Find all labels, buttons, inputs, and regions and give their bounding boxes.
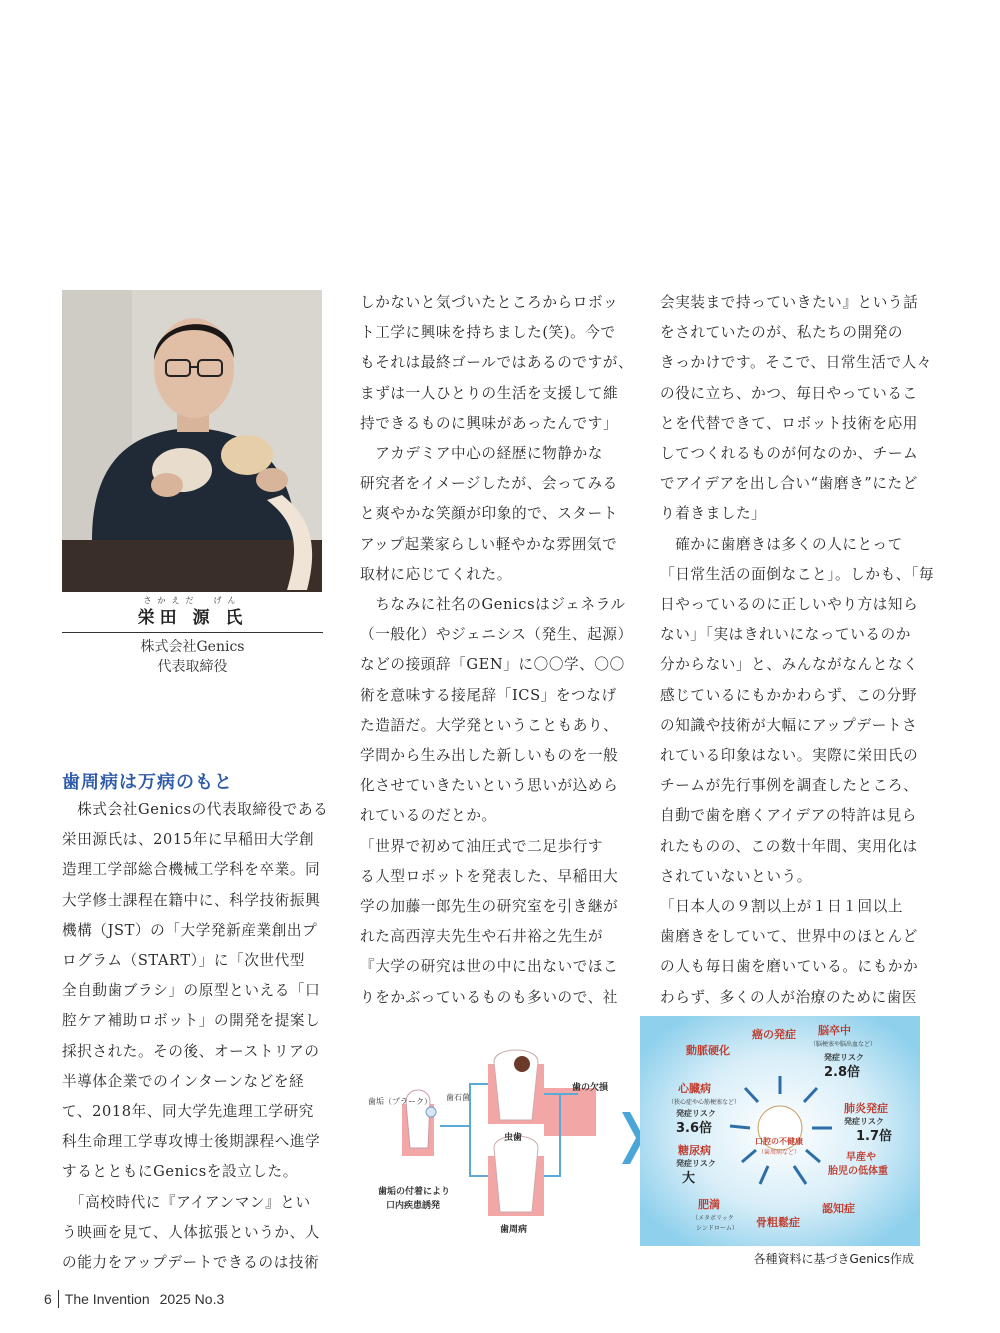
text-line: れているのだとか。 <box>360 807 497 825</box>
text-line: 機構（JST）の「大学発新産業創出プ <box>62 921 318 939</box>
text-line: り着きました」 <box>660 505 767 523</box>
person-name: 栄田 源 氏 <box>137 608 248 628</box>
preterm-line2: 胎児の低体重 <box>828 1166 888 1177</box>
text-line: 造理工学部総合機械工学科を卒業。同 <box>62 861 321 879</box>
text-line: 栄田源氏は、2015年に早稲田大学創 <box>62 831 315 849</box>
name-ruby: さかえだ げん <box>143 596 242 605</box>
article-column-3 <box>660 288 935 1013</box>
text-line: 分からない」と、みんながなんとなく <box>660 656 919 674</box>
dementia-label: 認知症 <box>822 1202 855 1215</box>
text-line: 「日本人の９割以上が１日１回以上 <box>660 898 904 916</box>
text-line: とを代替できて、ロボット技術を応用 <box>660 414 919 432</box>
text-line: ログラム（START）」に「次世代型 <box>62 952 306 970</box>
text-line: 取材に応じてくれた。 <box>360 565 512 583</box>
text-line: 「世界で初めて油圧式で二足歩行す <box>360 837 604 855</box>
photo-caption <box>62 596 323 677</box>
text-line: などの接頭辞「GEN」に〇〇学、〇〇 <box>360 656 625 674</box>
text-line: の知識や技術が大幅にアップデートさ <box>660 716 918 734</box>
text-line: 学問から生み出した新しいものを一般 <box>360 747 619 765</box>
page-number: 6 <box>44 1291 52 1307</box>
text-line: 腔ケア補助ロボット」の開発を提案し <box>62 1012 321 1030</box>
text-line: 化させていきたいという思いが込めら <box>360 777 619 795</box>
stroke-risk-value: 2.8倍 <box>824 1065 861 1080</box>
person-role: 代表取締役 <box>157 659 228 675</box>
caries-label: 虫歯 <box>504 1133 523 1143</box>
text-line: アカデミア中心の経歴に物静かな <box>360 445 603 463</box>
pneumonia-risk-value: 1.7倍 <box>856 1129 893 1144</box>
text-line: 「高校時代に『アイアンマン』とい <box>62 1193 311 1211</box>
diabetes-label: 糖尿病 <box>678 1144 711 1157</box>
text-line: をされていたのが、私たちの開発の <box>660 324 904 342</box>
health-risk-figure <box>360 1016 920 1246</box>
text-line: もそれは最終ゴールではあるのですが、 <box>360 354 634 372</box>
arteriosclerosis-label: 動脈硬化 <box>686 1044 730 1057</box>
cancer-label: 癌の発症 <box>752 1028 796 1041</box>
text-line: ない」「実はきれいになっているのか <box>660 626 911 644</box>
text-line: た造語だ。大学発ということもあり、 <box>360 716 619 734</box>
plaque-label: 歯垢（プラーク） <box>368 1097 432 1106</box>
text-line: してつくれるものが何なのか、チーム <box>660 445 919 463</box>
text-line: ちなみに社名のGenicsはジェネラル <box>360 596 626 614</box>
text-line: 大学修士課程在籍中に、科学技術振興 <box>62 891 321 909</box>
center-line2: （歯周病など） <box>758 1149 801 1156</box>
text-line: れた高西淳夫先生や石井裕之先生が <box>360 928 604 946</box>
text-line: う映画を見て、人体拡張というか、人 <box>62 1223 321 1241</box>
text-line: きっかけです。そこで、日常生活で人々 <box>660 354 933 372</box>
text-line: 採択された。その後、オーストリアの <box>62 1042 320 1060</box>
text-line: 学の加藤一郎先生の研究室を引き継が <box>360 898 619 916</box>
text-line: されていないという。 <box>660 867 812 885</box>
stroke-risk-label: 発症リスク <box>824 1053 864 1062</box>
text-line: れている印象はない。実際に栄田氏の <box>660 747 919 765</box>
portrait-photo <box>62 290 322 592</box>
text-line: ト工学に興味を持ちました(笑)。今で <box>360 324 616 342</box>
caption-divider <box>62 632 323 633</box>
text-line: の人も毎日歯を磨いている。にもかか <box>660 958 919 976</box>
text-line: 歯磨きをしていて、世界中のほとんど <box>660 928 919 946</box>
text-line: チームが先行事例を調査したところ、 <box>660 777 919 795</box>
text-line: 「日常生活の面倒なこと」。しかも、「毎 <box>660 565 935 583</box>
preterm-line1: 早産や <box>846 1152 876 1163</box>
text-line: 株式会社Genicsの代表取締役である <box>62 801 329 818</box>
text-line: 感じているにもかかわらず、この分野 <box>660 686 918 704</box>
text-line: 日やっているのに正しいやり方は知ら <box>660 596 919 614</box>
text-line: 確かに歯磨きは多くの人にとって <box>660 535 903 553</box>
tooth-loss-label: 歯の欠損 <box>572 1083 609 1093</box>
heart-risk-label: 発症リスク <box>676 1109 716 1118</box>
text-line: でアイデアを出し合い“歯磨き”にたど <box>660 475 918 493</box>
center-line1: 口腔の不健康 <box>755 1137 803 1146</box>
text-line: 自動で歯を磨くアイデアの特許は見ら <box>660 807 917 825</box>
section-heading: 歯周病は万病のもと <box>62 772 233 793</box>
text-line: 全自動歯ブラシ」の原型といえる「口 <box>62 982 321 1000</box>
issue-label: 2025 No.3 <box>159 1291 225 1307</box>
obesity-label: 肥満 <box>698 1198 720 1211</box>
diabetes-risk-label: 発症リスク <box>676 1159 716 1168</box>
text-line: するとともにGenicsを設立した。 <box>62 1163 298 1181</box>
periodontal-label: 歯周病 <box>500 1225 528 1235</box>
text-line: りをかぶっているものも多いので、社 <box>360 988 619 1006</box>
text-line: まずは一人ひとりの生活を支援して維 <box>360 384 619 402</box>
pneumonia-risk-label: 発症リスク <box>844 1117 884 1126</box>
text-line: 半導体企業でのインターンなどを経 <box>62 1072 305 1090</box>
text-line: の役に立ち、かつ、毎日やっているこ <box>660 384 918 402</box>
heart-label: 心臓病 <box>678 1082 711 1095</box>
osteoporosis-label: 骨粗鬆症 <box>756 1216 800 1229</box>
obesity-sub1: （メタボリック <box>692 1215 734 1222</box>
text-line: 『大学の研究は世の中に出ないでほこ <box>360 958 619 976</box>
cause-line1: 歯垢の付着により <box>378 1187 451 1197</box>
heart-risk-value: 3.6倍 <box>676 1121 713 1136</box>
portrait-illustration <box>62 290 322 592</box>
footer-divider <box>58 1290 59 1308</box>
text-line: る人型ロボットを発表した、早稲田大 <box>360 867 619 885</box>
text-line: 研究者をイメージしたが、会ってみる <box>360 475 618 493</box>
company-name: 株式会社Genics <box>140 639 245 655</box>
stroke-label: 脳卒中 <box>818 1024 851 1037</box>
article-column-2 <box>360 288 634 1013</box>
tartar-label: 歯石菌 <box>446 1093 470 1102</box>
text-line: （一般化）やジェニシス（発生、起源） <box>360 626 633 644</box>
text-line: わらず、多くの人が治療のために歯医 <box>660 988 918 1006</box>
figure-credit: 各種資料に基づきGenics作成 <box>753 1252 914 1266</box>
magazine-title: The Invention <box>64 1291 150 1307</box>
stroke-sub: （脳梗塞や脳出血など） <box>810 1041 877 1048</box>
text-line: 科生命理工学専攻博士後期課程へ進学 <box>62 1133 321 1151</box>
text-line: て、2018年、同大学先進理工学研究 <box>62 1103 314 1121</box>
text-line: と爽やかな笑顔が印象的で、スタート <box>360 505 619 523</box>
text-line: 術を意味する接尾辞「ICS」をつなげ <box>360 686 617 704</box>
text-line: しかないと気づいたところからロボッ <box>360 294 619 311</box>
obesity-sub2: シンドローム） <box>696 1225 738 1232</box>
text-line: の能力をアップデートできるのは技術 <box>62 1254 320 1272</box>
diabetes-risk-value: 大 <box>682 1171 696 1186</box>
text-line: アップ起業家らしい軽やかな雰囲気で <box>360 535 618 553</box>
page-footer <box>44 1290 224 1308</box>
article-column-1 <box>62 795 330 1278</box>
pneumonia-label: 肺炎発症 <box>844 1102 888 1115</box>
cause-line2: 口内疾患誘発 <box>386 1201 441 1211</box>
heart-sub: （狭心症や心筋梗塞など） <box>668 1099 741 1106</box>
text-line: 持できるものに興味があったんです」 <box>360 414 619 432</box>
text-line: 会実装まで持っていきたい』という話 <box>660 294 919 311</box>
text-line: れたものの、この数十年間、実用化は <box>660 837 918 855</box>
